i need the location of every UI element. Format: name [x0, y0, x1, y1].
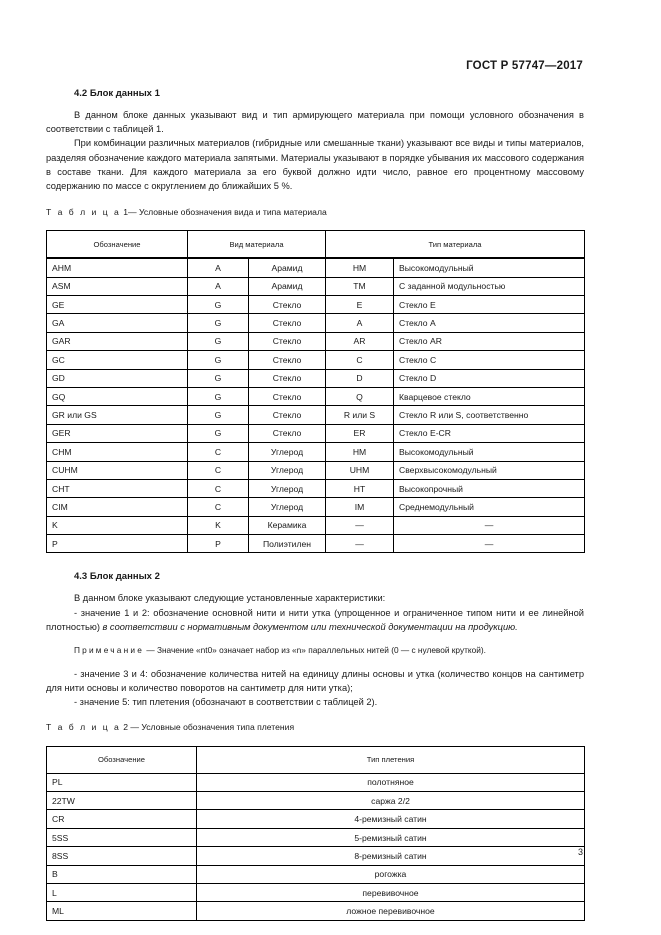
- table-2-header-row: [47, 746, 585, 773]
- cell-type-name: Стекло E-CR: [394, 424, 585, 442]
- standard-designation-header: ГОСТ Р 57747—2017: [466, 60, 583, 72]
- cell-type-code: —: [326, 516, 394, 534]
- cell-code: GC: [47, 351, 188, 369]
- cell-type-code: UHM: [326, 461, 394, 479]
- table-row: [47, 884, 585, 902]
- cell-code: ASM: [47, 277, 188, 295]
- cell-code: CHT: [47, 479, 188, 497]
- cell-code: PL: [47, 773, 197, 791]
- page-content: [46, 88, 584, 921]
- table-row: [47, 847, 585, 865]
- cell-type-name: Высокопрочный: [394, 479, 585, 497]
- cell-type-code: TM: [326, 277, 394, 295]
- cell-weave: рогожка: [197, 865, 585, 883]
- cell-type-code: Q: [326, 387, 394, 405]
- cell-kind-code: K: [188, 516, 249, 534]
- cell-type-code: A: [326, 314, 394, 332]
- cell-type-code: AR: [326, 332, 394, 350]
- table-2-col-weave-type: Тип плетения: [197, 746, 585, 773]
- cell-weave: 5-ремизный сатин: [197, 828, 585, 846]
- cell-kind-code: G: [188, 369, 249, 387]
- cell-type-code: —: [326, 535, 394, 553]
- cell-kind-code: C: [188, 461, 249, 479]
- paragraph-4-3-2-italic: в соответствии с нормативным документом или технической документации на продукцию.: [102, 621, 518, 632]
- cell-code: L: [47, 884, 197, 902]
- table-1-header-row: [47, 231, 585, 259]
- cell-code: 22TW: [47, 792, 197, 810]
- cell-kind-name: Стекло: [249, 424, 326, 442]
- cell-kind-name: Стекло: [249, 351, 326, 369]
- table-1-col-designation: Обозначение: [47, 231, 188, 259]
- table-row: [47, 258, 585, 277]
- table-row: [47, 387, 585, 405]
- table-1-col-material-type: Тип материала: [326, 231, 585, 259]
- cell-type-name: Сверхвысокомодульный: [394, 461, 585, 479]
- cell-type-code: C: [326, 351, 394, 369]
- cell-type-name: Стекло D: [394, 369, 585, 387]
- paragraph-4-2-2: При комбинации различных материалов (гибридные или смешанные ткани) указывают все виды и типы материалов, разделяя обозначение каждого материала запятыми. Материалы указывают в порядке убывания их массового содержания в составе ткани. Для каждого материала за его буквой должно идти число, равное его процентному массовому содержанию по массе с округлением до ближайших 5 %.: [46, 138, 584, 192]
- cell-type-name: Высокомодульный: [394, 443, 585, 461]
- cell-type-code: HM: [326, 258, 394, 277]
- cell-kind-code: C: [188, 498, 249, 516]
- table-weave-designations: [46, 746, 585, 921]
- cell-type-name: Стекло C: [394, 351, 585, 369]
- cell-type-code: R или S: [326, 406, 394, 424]
- cell-code: CHM: [47, 443, 188, 461]
- paragraph-4-2-1: В данном блоке данных указывают вид и тип армирующего материала при помощи условного обозначения в соответствии с таблицей 1.: [46, 110, 584, 135]
- cell-type-name: Стекло AR: [394, 332, 585, 350]
- cell-code: GE: [47, 296, 188, 314]
- cell-kind-code: G: [188, 296, 249, 314]
- page-number: 3: [577, 847, 583, 857]
- note-text: — Значение «nt0» означает набор из «n» параллельных нитей (0 — с нулевой круткой).: [144, 645, 486, 656]
- cell-kind-code: G: [188, 387, 249, 405]
- table-1-body: [47, 258, 585, 553]
- paragraph-4-3-2-plain: - значение 1 и 2: обозначение основной нити и нити утка (упрощенное и ограниченное типом нити и ее линейной плотностью): [46, 607, 584, 632]
- table-material-designations: [46, 230, 585, 553]
- table-1-caption-number: 1—: [123, 207, 137, 218]
- table-2-col-designation: Обозначение: [47, 746, 197, 773]
- table-2-caption: [46, 722, 584, 732]
- cell-kind-name: Арамид: [249, 258, 326, 277]
- table-row: [47, 773, 585, 791]
- cell-kind-name: Стекло: [249, 332, 326, 350]
- cell-kind-name: Углерод: [249, 479, 326, 497]
- paragraph-4-3-2: [46, 606, 584, 634]
- cell-type-name: Среднемодульный: [394, 498, 585, 516]
- table-row: [47, 461, 585, 479]
- cell-code: CIM: [47, 498, 188, 516]
- table-1-caption-text: Условные обозначения вида и типа материала: [138, 207, 327, 218]
- table-row: [47, 277, 585, 295]
- cell-kind-name: Керамика: [249, 516, 326, 534]
- table-row: [47, 479, 585, 497]
- cell-kind-code: A: [188, 277, 249, 295]
- cell-code: GR или GS: [47, 406, 188, 424]
- cell-weave: саржа 2/2: [197, 792, 585, 810]
- cell-type-name: Стекло A: [394, 314, 585, 332]
- cell-code: B: [47, 865, 197, 883]
- cell-kind-code: G: [188, 314, 249, 332]
- cell-kind-code: G: [188, 424, 249, 442]
- cell-kind-name: Стекло: [249, 296, 326, 314]
- table-row: [47, 332, 585, 350]
- cell-code: GD: [47, 369, 188, 387]
- cell-kind-name: Стекло: [249, 369, 326, 387]
- table-row: [47, 296, 585, 314]
- cell-weave: ложное перевивочное: [197, 902, 585, 920]
- table-row: [47, 498, 585, 516]
- table-1-caption-label: Т а б л и ц а: [46, 207, 121, 218]
- table-row: [47, 351, 585, 369]
- cell-type-code: E: [326, 296, 394, 314]
- cell-weave: полотняное: [197, 773, 585, 791]
- cell-code: GER: [47, 424, 188, 442]
- cell-code: P: [47, 535, 188, 553]
- table-row: [47, 828, 585, 846]
- cell-code: ML: [47, 902, 197, 920]
- cell-kind-name: Углерод: [249, 443, 326, 461]
- table-row: [47, 810, 585, 828]
- note-block: [46, 644, 584, 657]
- cell-kind-code: G: [188, 351, 249, 369]
- table-row: [47, 865, 585, 883]
- paragraph-4-3-3: - значение 3 и 4: обозначение количества нитей на единицу длины основы и утка (количество концов на сантиметр для нити основы и количество поворотов на сантиметр для нити утка);: [46, 669, 584, 694]
- table-2-body: [47, 773, 585, 920]
- table-1-col-material-kind: Вид материала: [188, 231, 326, 259]
- cell-code: GQ: [47, 387, 188, 405]
- cell-code: GA: [47, 314, 188, 332]
- table-row: [47, 443, 585, 461]
- cell-kind-code: G: [188, 332, 249, 350]
- cell-kind-code: A: [188, 258, 249, 277]
- table-row: [47, 369, 585, 387]
- cell-kind-code: C: [188, 479, 249, 497]
- cell-code: 8SS: [47, 847, 197, 865]
- cell-code: AHM: [47, 258, 188, 277]
- cell-type-name: Высокомодульный: [394, 258, 585, 277]
- cell-type-code: HT: [326, 479, 394, 497]
- section-heading-4-2: 4.2 Блок данных 1: [74, 88, 160, 99]
- cell-type-name: Кварцевое стекло: [394, 387, 585, 405]
- cell-type-code: IM: [326, 498, 394, 516]
- cell-type-name: Стекло E: [394, 296, 585, 314]
- table-2-caption-label: Т а б л и ц а: [46, 721, 121, 732]
- table-2-caption-text: Условные обозначения типа плетения: [141, 721, 295, 732]
- table-row: [47, 406, 585, 424]
- cell-kind-name: Углерод: [249, 498, 326, 516]
- cell-type-name: —: [394, 535, 585, 553]
- cell-type-code: ER: [326, 424, 394, 442]
- cell-weave: 8-ремизный сатин: [197, 847, 585, 865]
- cell-kind-name: Полиэтилен: [249, 535, 326, 553]
- cell-type-name: С заданной модульностью: [394, 277, 585, 295]
- cell-code: CUHM: [47, 461, 188, 479]
- table-1-caption: [46, 207, 584, 217]
- table-row: [47, 516, 585, 534]
- table-row: [47, 792, 585, 810]
- cell-code: K: [47, 516, 188, 534]
- table-row: [47, 535, 585, 553]
- table-row: [47, 424, 585, 442]
- cell-kind-code: C: [188, 443, 249, 461]
- paragraph-4-3-1: В данном блоке указывают следующие установленные характеристики:: [74, 593, 386, 604]
- cell-kind-name: Стекло: [249, 406, 326, 424]
- cell-code: CR: [47, 810, 197, 828]
- table-row: [47, 314, 585, 332]
- cell-weave: перевивочное: [197, 884, 585, 902]
- section-heading-4-3: 4.3 Блок данных 2: [74, 571, 160, 583]
- note-label: Примечание: [74, 645, 145, 656]
- cell-code: 5SS: [47, 828, 197, 846]
- cell-type-name: Стекло R или S, соответственно: [394, 406, 585, 424]
- cell-weave: 4-ремизный сатин: [197, 810, 585, 828]
- cell-kind-code: P: [188, 535, 249, 553]
- cell-kind-name: Стекло: [249, 314, 326, 332]
- cell-kind-name: Арамид: [249, 277, 326, 295]
- cell-code: GAR: [47, 332, 188, 350]
- table-2-caption-number: 2 —: [123, 721, 139, 732]
- table-row: [47, 902, 585, 920]
- cell-type-code: HM: [326, 443, 394, 461]
- cell-kind-name: Стекло: [249, 387, 326, 405]
- cell-kind-name: Углерод: [249, 461, 326, 479]
- cell-type-name: —: [394, 516, 585, 534]
- paragraph-4-3-4: - значение 5: тип плетения (обозначают в соответствии с таблицей 2).: [74, 697, 378, 708]
- cell-type-code: D: [326, 369, 394, 387]
- cell-kind-code: G: [188, 406, 249, 424]
